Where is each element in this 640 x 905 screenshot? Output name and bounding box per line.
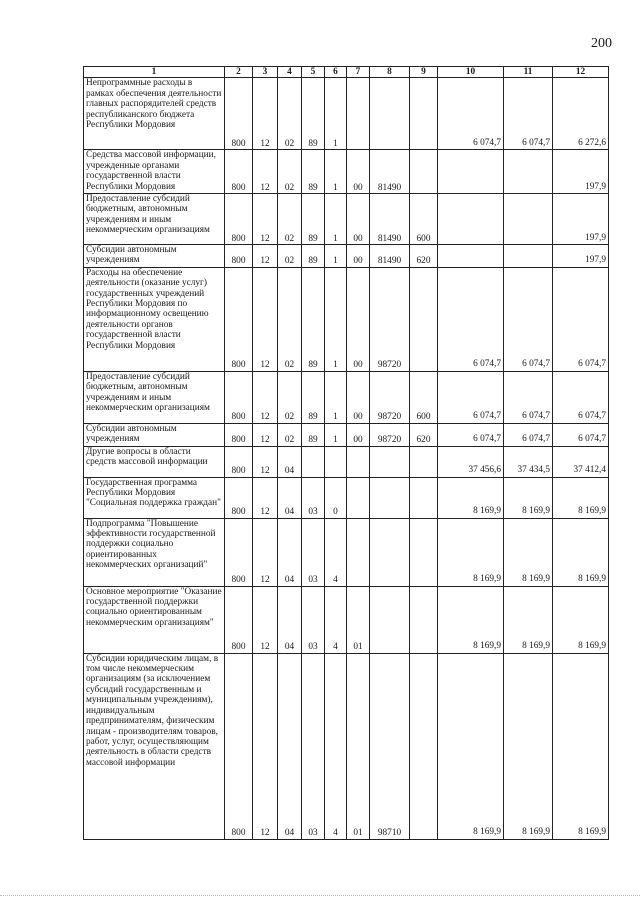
code-cell-c4: 02 [278,423,302,446]
table-row [84,78,609,150]
code-cell-c9 [410,150,438,194]
code-cell-c6 [325,446,347,477]
code-cell-c3: 12 [253,78,278,150]
code-cell-c5: 89 [302,423,325,446]
code-cell-c5: 89 [302,150,325,194]
code-cell-c7 [347,446,370,477]
table-row [84,267,609,371]
amount-cell-c11: 6 074,7 [504,267,553,371]
column-header-10: 10 [438,67,504,78]
code-cell-c2: 800 [225,194,253,245]
table-row [84,245,609,268]
amount-cell-c10: 8 169,9 [438,586,504,653]
table-row [84,653,609,839]
row-name-cell: Непрограммные расходы в рамках обеспечения деятельности главных распорядителей средств республиканского бюджета Республики Мордовия [84,78,225,150]
column-header-12: 12 [553,67,609,78]
code-cell-c4: 04 [278,446,302,477]
code-cell-c6: 1 [325,423,347,446]
table-row [84,586,609,653]
code-cell-c7: 00 [347,267,370,371]
code-cell-c7 [347,477,370,518]
header-row [84,67,609,78]
code-cell-c3: 12 [253,477,278,518]
amount-cell-c11: 8 169,9 [504,518,553,586]
amount-cell-c10: 8 169,9 [438,477,504,518]
code-cell-c7: 00 [347,150,370,194]
code-cell-c7 [347,78,370,150]
code-cell-c9 [410,267,438,371]
table-row [84,518,609,586]
row-name-cell: Государственная программа Республики Мордовия "Социальная поддержка граждан" [84,477,225,518]
code-cell-c7: 00 [347,371,370,423]
code-cell-c2: 800 [225,78,253,150]
code-cell-c4: 02 [278,371,302,423]
code-cell-c8: 98720 [370,267,410,371]
code-cell-c8: 81490 [370,245,410,268]
code-cell-c9: 600 [410,194,438,245]
amount-cell-c12: 6 272,6 [553,78,609,150]
code-cell-c3: 12 [253,150,278,194]
code-cell-c4: 04 [278,653,302,839]
code-cell-c3: 12 [253,518,278,586]
code-cell-c2: 800 [225,423,253,446]
row-name-cell: Предоставление субсидий бюджетным, автономным учреждениям и иным некоммерческим организациям [84,371,225,423]
amount-cell-c11: 6 074,7 [504,78,553,150]
amount-cell-c10: 37 456,6 [438,446,504,477]
amount-cell-c12: 197,9 [553,245,609,268]
row-name-cell: Предоставление субсидий бюджетным, автономным учреждениям и иным некоммерческим организациям [84,194,225,245]
code-cell-c2: 800 [225,477,253,518]
amount-cell-c10 [438,194,504,245]
code-cell-c2: 800 [225,245,253,268]
table-row [84,423,609,446]
code-cell-c8: 81490 [370,150,410,194]
code-cell-c5: 03 [302,586,325,653]
code-cell-c4: 04 [278,518,302,586]
code-cell-c5 [302,446,325,477]
row-name-cell: Средства массовой информации, учрежденные органами государственной власти Республики Мордовия [84,150,225,194]
table-row [84,194,609,245]
table-row [84,150,609,194]
code-cell-c2: 800 [225,518,253,586]
row-name-cell: Подпрограмма "Повышение эффективности государственной поддержки социально ориентированных некоммерческих организаций" [84,518,225,586]
code-cell-c6: 1 [325,78,347,150]
column-header-2: 2 [225,67,253,78]
code-cell-c5: 89 [302,78,325,150]
code-cell-c5: 89 [302,194,325,245]
code-cell-c2: 800 [225,446,253,477]
column-header-11: 11 [504,67,553,78]
column-header-7: 7 [347,67,370,78]
code-cell-c6: 1 [325,267,347,371]
amount-cell-c12: 197,9 [553,194,609,245]
amount-cell-c10: 6 074,7 [438,78,504,150]
table-row [84,446,609,477]
code-cell-c4: 02 [278,194,302,245]
code-cell-c9 [410,586,438,653]
code-cell-c5: 89 [302,245,325,268]
code-cell-c3: 12 [253,194,278,245]
code-cell-c3: 12 [253,371,278,423]
code-cell-c6: 1 [325,150,347,194]
code-cell-c3: 12 [253,446,278,477]
code-cell-c4: 04 [278,477,302,518]
amount-cell-c11: 6 074,7 [504,423,553,446]
code-cell-c6: 1 [325,194,347,245]
column-header-8: 8 [370,67,410,78]
amount-cell-c12: 8 169,9 [553,586,609,653]
code-cell-c9: 600 [410,371,438,423]
amount-cell-c12: 6 074,7 [553,423,609,446]
code-cell-c7 [347,518,370,586]
code-cell-c6: 0 [325,477,347,518]
code-cell-c8: 98720 [370,371,410,423]
code-cell-c7: 00 [347,423,370,446]
code-cell-c4: 02 [278,78,302,150]
code-cell-c3: 12 [253,267,278,371]
amount-cell-c11: 37 434,5 [504,446,553,477]
code-cell-c7: 01 [347,653,370,839]
scan-footer-line [0,895,640,900]
amount-cell-c10: 8 169,9 [438,518,504,586]
amount-cell-c11 [504,150,553,194]
code-cell-c5: 89 [302,371,325,423]
code-cell-c6: 1 [325,371,347,423]
budget-table [83,66,609,840]
code-cell-c2: 800 [225,586,253,653]
code-cell-c4: 02 [278,150,302,194]
code-cell-c5: 03 [302,653,325,839]
column-header-6: 6 [325,67,347,78]
row-name-cell: Субсидии автономным учреждениям [84,423,225,446]
code-cell-c4: 02 [278,267,302,371]
amount-cell-c12: 197,9 [553,150,609,194]
code-cell-c8: 98710 [370,653,410,839]
row-name-cell: Расходы на обеспечение деятельности (оказание услуг) государственных учреждений Республики Мордовия по информационному освещению деятельности органов государственной власти Республики Мордовия [84,267,225,371]
code-cell-c8: 98720 [370,423,410,446]
row-name-cell: Субсидии автономным учреждениям [84,245,225,268]
code-cell-c9: 620 [410,423,438,446]
amount-cell-c12: 8 169,9 [553,477,609,518]
amount-cell-c11 [504,194,553,245]
code-cell-c6: 1 [325,245,347,268]
code-cell-c8 [370,477,410,518]
code-cell-c8 [370,586,410,653]
amount-cell-c11: 6 074,7 [504,371,553,423]
row-name-cell: Основное мероприятие "Оказание государственной поддержки социально ориентированным некоммерческим организациям" [84,586,225,653]
amount-cell-c12: 8 169,9 [553,653,609,839]
amount-cell-c11 [504,245,553,268]
column-header-9: 9 [410,67,438,78]
column-header-5: 5 [302,67,325,78]
code-cell-c3: 12 [253,423,278,446]
code-cell-c2: 800 [225,267,253,371]
code-cell-c9 [410,653,438,839]
code-cell-c2: 800 [225,150,253,194]
code-cell-c7: 01 [347,586,370,653]
amount-cell-c10 [438,150,504,194]
amount-cell-c10: 6 074,7 [438,423,504,446]
table-row [84,477,609,518]
code-cell-c9 [410,518,438,586]
code-cell-c3: 12 [253,586,278,653]
code-cell-c5: 03 [302,518,325,586]
amount-cell-c10: 8 169,9 [438,653,504,839]
column-header-3: 3 [253,67,278,78]
code-cell-c8 [370,446,410,477]
code-cell-c5: 03 [302,477,325,518]
page-number: 200 [591,36,612,51]
row-name-cell: Субсидии юридическим лицам, в том числе некоммерческим организациям (за исключением субсидий государственным и муниципальным учреждениям), индивидуальным предпринимателям, физическим лицам - производителям товаров, работ, услуг, осуществляющим деятельность в области средств массовой информации [84,653,225,839]
code-cell-c8 [370,518,410,586]
amount-cell-c10: 6 074,7 [438,267,504,371]
amount-cell-c12: 6 074,7 [553,371,609,423]
amount-cell-c11: 8 169,9 [504,653,553,839]
amount-cell-c11: 8 169,9 [504,586,553,653]
code-cell-c3: 12 [253,653,278,839]
amount-cell-c10 [438,245,504,268]
code-cell-c8: 81490 [370,194,410,245]
column-header-1: 1 [84,67,225,78]
code-cell-c2: 800 [225,653,253,839]
amount-cell-c11: 8 169,9 [504,477,553,518]
row-name-cell: Другие вопросы в области средств массовой информации [84,446,225,477]
code-cell-c4: 02 [278,245,302,268]
code-cell-c7: 00 [347,245,370,268]
code-cell-c4: 04 [278,586,302,653]
code-cell-c9 [410,477,438,518]
code-cell-c3: 12 [253,245,278,268]
code-cell-c6: 4 [325,586,347,653]
amount-cell-c12: 8 169,9 [553,518,609,586]
code-cell-c2: 800 [225,371,253,423]
code-cell-c7: 00 [347,194,370,245]
table-row [84,371,609,423]
code-cell-c5: 89 [302,267,325,371]
column-header-4: 4 [278,67,302,78]
code-cell-c6: 4 [325,518,347,586]
code-cell-c9 [410,78,438,150]
amount-cell-c10: 6 074,7 [438,371,504,423]
code-cell-c9: 620 [410,245,438,268]
code-cell-c9 [410,446,438,477]
code-cell-c8 [370,78,410,150]
code-cell-c6: 4 [325,653,347,839]
amount-cell-c12: 6 074,7 [553,267,609,371]
amount-cell-c12: 37 412,4 [553,446,609,477]
